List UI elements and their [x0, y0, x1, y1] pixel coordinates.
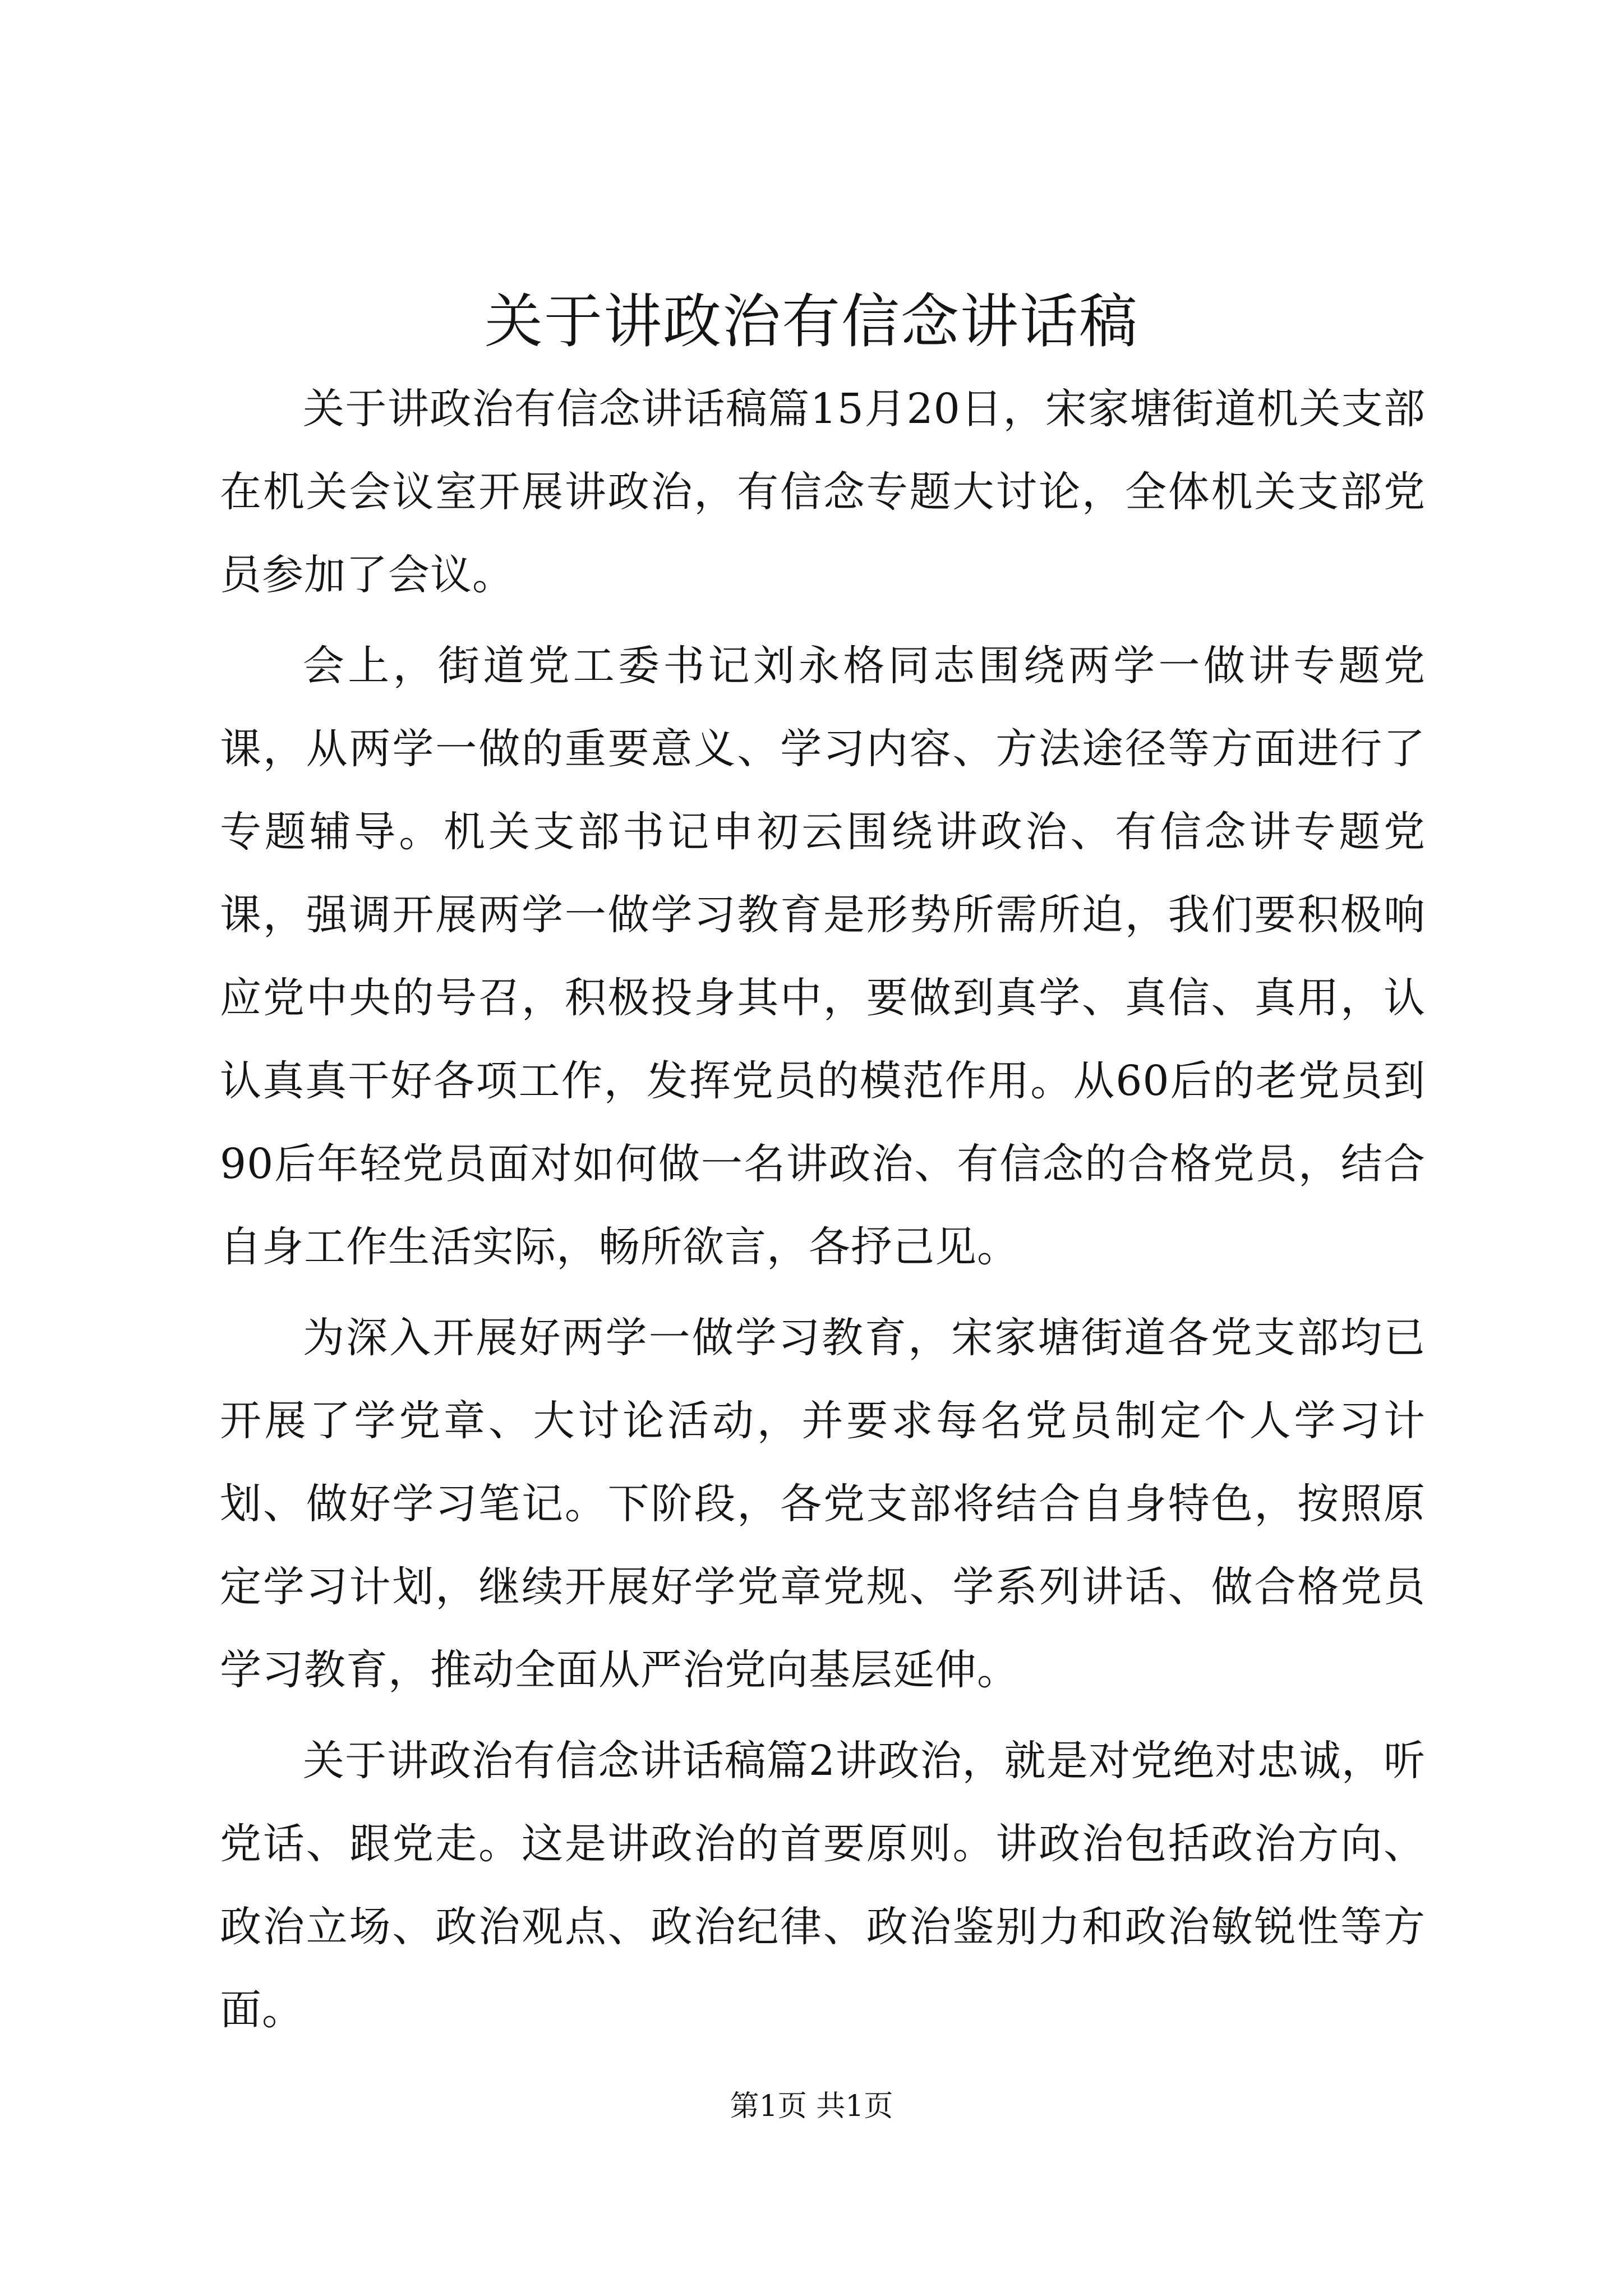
paragraph-2: 会上，街道党工委书记刘永格同志围绕两学一做讲专题党课，从两学一做的重要意义、学习内容、方法途径等方面进行了专题辅导。机关支部书记申初云围绕讲政治、有信念讲专题党课，强调开展两学一做学习教育是形势所需所迫，我们要积极响应党中央的号召，积极投身其中，要做到真学、真信、真用，认认真真干好各项工作，发挥党员的模范作用。从60后的老党员到90后年轻党员面对如何做一名讲政治、有信念的合格党员，结合自身工作生活实际，畅所欲言，各抒己见。	[220, 642, 1426, 1271]
document-body	[220, 367, 1426, 2051]
paragraph-1: 关于讲政治有信念讲话稿篇15月20日，宋家塘街道机关支部在机关会议室开展讲政治，有信念专题大讨论，全体机关支部党员参加了会议。	[220, 385, 1426, 599]
paragraph-3: 为深入开展好两学一做学习教育，宋家塘街道各党支部均已开展了学党章、大讨论活动，并要求每名党员制定个人学习计划、做好学习笔记。下阶段，各党支部将结合自身特色，按照原定学习计划，继续开展好学党章党规、学系列讲话、做合格党员学习教育，推动全面从严治党向基层延伸。	[220, 1314, 1426, 1694]
paragraph-4: 关于讲政治有信念讲话稿篇2讲政治，就是对党绝对忠诚，听党话、跟党走。这是讲政治的首要原则。讲政治包括政治方向、政治立场、政治观点、政治纪律、政治鉴别力和政治敏锐性等方面。	[220, 1737, 1426, 2034]
page-footer: 第1页 共1页	[730, 2090, 893, 2123]
document-title: 关于讲政治有信念讲话稿	[484, 287, 1138, 356]
